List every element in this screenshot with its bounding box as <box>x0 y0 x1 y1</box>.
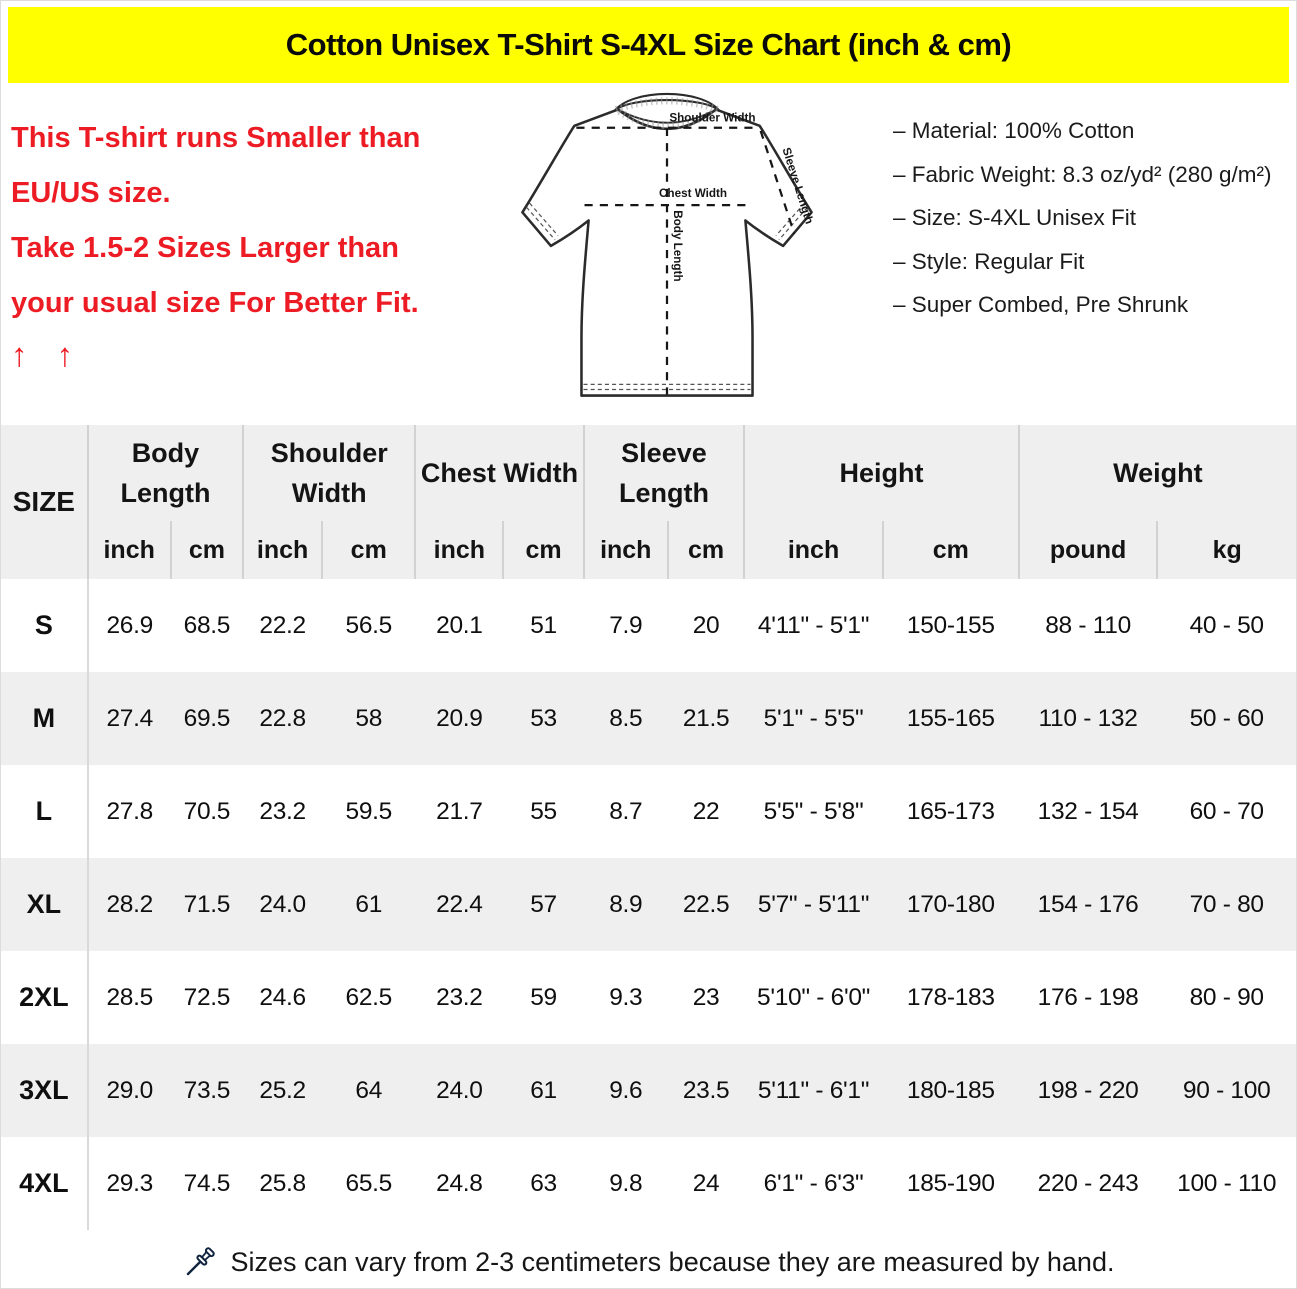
table-cell: 74.5 <box>183 1169 231 1197</box>
table-cell: 26.9 <box>106 611 153 639</box>
table-cell: 24.0 <box>259 890 306 918</box>
warning-line: EU/US size. <box>11 177 171 209</box>
table-row <box>1 1044 1296 1137</box>
table-cell: 9.3 <box>609 983 643 1011</box>
unit-header: inch <box>88 521 171 579</box>
table-cell: 5'11" - 6'1" <box>757 1076 870 1104</box>
table-cell: 198 - 220 <box>1037 1076 1139 1104</box>
unit-header: cm <box>883 521 1019 579</box>
table-cell: 40 - 50 <box>1189 611 1264 639</box>
table-cell: 70.5 <box>183 797 231 825</box>
page-title: Cotton Unisex T-Shirt S-4XL Size Chart (inch & cm) <box>285 27 1012 62</box>
column-group-chest-width: Chest Width <box>415 425 583 521</box>
size-cell: M <box>1 672 88 765</box>
column-group-weight: Weight <box>1019 425 1296 521</box>
table-cell: 63 <box>530 1169 557 1197</box>
column-group-body-length: Body Length <box>88 425 243 521</box>
table-cell: 50 - 60 <box>1189 704 1264 732</box>
table-cell: 88 - 110 <box>1045 611 1131 639</box>
footer-text: Sizes can vary from 2-3 centimeters because they are measured by hand. <box>230 1246 1115 1277</box>
table-cell: 100 - 110 <box>1177 1169 1277 1197</box>
table-row <box>1 858 1296 951</box>
table-cell: 27.4 <box>106 704 153 732</box>
unit-header: cm <box>503 521 583 579</box>
table-cell: 24.8 <box>436 1169 483 1197</box>
spec-item: – Style: Regular Fit <box>893 248 1085 274</box>
unit-header: cm <box>668 521 744 579</box>
shoulder-width-label: Shoulder Width <box>669 111 756 125</box>
table-cell: 27.8 <box>106 797 153 825</box>
size-cell: 3XL <box>1 1044 88 1137</box>
spec-item: – Super Combed, Pre Shrunk <box>893 292 1189 317</box>
up-arrows-icon: ↑ ↑ <box>11 336 84 373</box>
table-cell: 4'11" - 5'1" <box>757 611 870 639</box>
table-cell: 22.4 <box>436 890 483 918</box>
table-cell: 22 <box>692 797 720 825</box>
column-group-sleeve-length: Sleeve Length <box>584 425 745 521</box>
table-cell: 73.5 <box>183 1076 231 1104</box>
table-cell: 51 <box>530 611 557 639</box>
table-cell: 178-183 <box>906 983 995 1011</box>
footer-note <box>1 1234 1296 1289</box>
unit-header: inch <box>415 521 503 579</box>
table-row <box>1 579 1296 672</box>
table-cell: 24.6 <box>259 983 306 1011</box>
size-cell: L <box>1 765 88 858</box>
table-cell: 65.5 <box>345 1169 392 1197</box>
table-cell: 154 - 176 <box>1037 890 1139 918</box>
unit-header: inch <box>584 521 668 579</box>
warning-line: This T-shirt runs Smaller than <box>11 122 421 154</box>
title-banner <box>8 7 1289 83</box>
column-group-shoulder-width: Shoulder Width <box>243 425 415 521</box>
table-cell: 21.7 <box>436 797 483 825</box>
table-cell: 132 - 154 <box>1037 797 1139 825</box>
product-specs <box>835 83 1296 423</box>
table-cell: 8.5 <box>609 704 643 732</box>
table-cell: 23.5 <box>682 1076 730 1104</box>
table-cell: 90 - 100 <box>1182 1076 1271 1104</box>
spec-item: – Fabric Weight: 8.3 oz/yd² (280 g/m²) <box>893 161 1272 187</box>
table-cell: 20.1 <box>436 611 483 639</box>
table-cell: 64 <box>355 1076 383 1104</box>
table-cell: 9.8 <box>609 1169 643 1197</box>
spec-item: – Material: 100% Cotton <box>893 118 1135 143</box>
spec-item: – Size: S-4XL Unisex Fit <box>893 205 1137 230</box>
table-cell: 23.2 <box>436 983 483 1011</box>
table-cell: 25.2 <box>259 1076 306 1104</box>
table-cell: 53 <box>530 704 557 732</box>
table-cell: 22.8 <box>259 704 306 732</box>
table-cell: 60 - 70 <box>1189 797 1264 825</box>
column-group-height: Height <box>744 425 1019 521</box>
table-cell: 20.9 <box>436 704 483 732</box>
table-cell: 170-180 <box>906 890 995 918</box>
table-cell: 23.2 <box>259 797 306 825</box>
table-cell: 24.0 <box>436 1076 483 1104</box>
chest-width-label: Chest Width <box>658 187 728 201</box>
spec-list <box>893 109 1290 327</box>
table-cell: 5'1" - 5'5" <box>763 704 864 732</box>
table-cell: 29.0 <box>106 1076 153 1104</box>
size-cell: 4XL <box>1 1137 88 1230</box>
table-cell: 22.5 <box>682 890 730 918</box>
table-cell: 29.3 <box>106 1169 153 1197</box>
fit-warning <box>1 83 499 423</box>
table-cell: 58 <box>355 704 383 732</box>
table-cell: 24 <box>692 1169 720 1197</box>
pushpin-icon <box>183 1245 217 1279</box>
table-cell: 5'10" - 6'0" <box>757 983 871 1011</box>
table-cell: 5'5" - 5'8" <box>763 797 864 825</box>
table-cell: 59.5 <box>345 797 392 825</box>
table-cell: 61 <box>355 890 383 918</box>
size-cell: S <box>1 579 88 672</box>
table-cell: 28.5 <box>106 983 153 1011</box>
table-cell: 8.7 <box>609 797 643 825</box>
table-cell: 71.5 <box>183 890 231 918</box>
table-cell: 68.5 <box>183 611 231 639</box>
table-cell: 61 <box>530 1076 557 1104</box>
table-cell: 55 <box>530 797 557 825</box>
size-table-header <box>1 425 1296 579</box>
table-row <box>1 765 1296 858</box>
size-cell: 2XL <box>1 951 88 1044</box>
size-table <box>1 425 1296 1230</box>
table-cell: 25.8 <box>259 1169 306 1197</box>
table-cell: 62.5 <box>345 983 392 1011</box>
table-cell: 59 <box>530 983 557 1011</box>
unit-header: cm <box>171 521 244 579</box>
warning-line: your usual size For Better Fit. <box>11 287 419 319</box>
table-cell: 69.5 <box>183 704 231 732</box>
unit-header: inch <box>243 521 322 579</box>
table-cell: 9.6 <box>609 1076 643 1104</box>
tshirt-diagram <box>499 83 835 423</box>
table-cell: 176 - 198 <box>1037 983 1139 1011</box>
unit-header: inch <box>744 521 883 579</box>
table-cell: 220 - 243 <box>1037 1169 1139 1197</box>
table-row <box>1 672 1296 765</box>
size-table-body <box>1 579 1296 1230</box>
table-cell: 155-165 <box>906 704 995 732</box>
body-length-label: Body Length <box>671 210 685 282</box>
table-cell: 6'1" - 6'3" <box>763 1169 864 1197</box>
unit-header: pound <box>1019 521 1158 579</box>
warning-line: Take 1.5-2 Sizes Larger than <box>11 232 399 264</box>
table-cell: 70 - 80 <box>1189 890 1264 918</box>
tshirt-measurement-illustration <box>499 83 835 419</box>
table-row <box>1 951 1296 1044</box>
sleeve-length-label: Sleeve Length <box>779 146 816 226</box>
unit-header: cm <box>322 521 415 579</box>
table-cell: 57 <box>530 890 557 918</box>
table-cell: 7.9 <box>609 611 643 639</box>
table-cell: 28.2 <box>106 890 153 918</box>
table-cell: 23 <box>692 983 720 1011</box>
table-cell: 150-155 <box>906 611 995 639</box>
table-cell: 21.5 <box>682 704 730 732</box>
size-cell: XL <box>1 858 88 951</box>
table-cell: 110 - 132 <box>1038 704 1138 732</box>
fit-warning-text <box>11 111 499 331</box>
table-cell: 165-173 <box>906 797 995 825</box>
table-cell: 185-190 <box>906 1169 995 1197</box>
table-row <box>1 1137 1296 1230</box>
info-section <box>1 83 1296 423</box>
unit-header: kg <box>1157 521 1296 579</box>
table-cell: 8.9 <box>609 890 643 918</box>
table-cell: 5'7" - 5'11" <box>757 890 870 918</box>
table-cell: 20 <box>692 611 720 639</box>
table-cell: 56.5 <box>345 611 392 639</box>
table-cell: 80 - 90 <box>1189 983 1264 1011</box>
column-header-size: SIZE <box>1 425 88 579</box>
table-cell: 180-185 <box>906 1076 995 1104</box>
table-cell: 22.2 <box>259 611 306 639</box>
table-cell: 72.5 <box>183 983 231 1011</box>
